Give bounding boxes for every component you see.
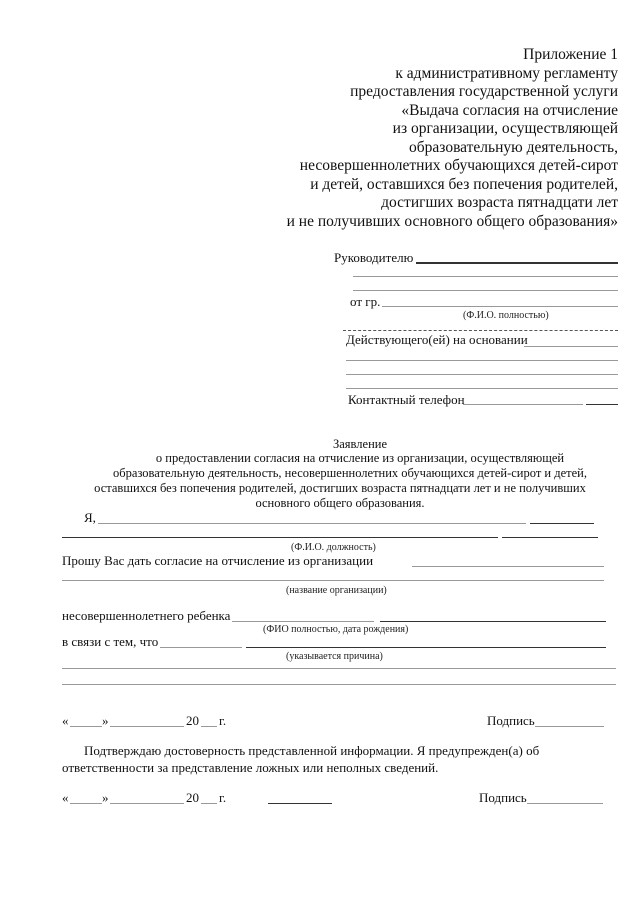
signature-field[interactable]: [535, 726, 604, 727]
date-year-field[interactable]: [201, 726, 217, 727]
reason-caption: (указывается причина): [286, 651, 383, 662]
statement-body-line: о предоставлении согласия на отчисление из организации, осуществляющей: [155, 451, 565, 465]
phone-label: Контактный телефон: [348, 392, 465, 407]
applicant-extra-field[interactable]: [530, 523, 594, 524]
header-line: достигших возраста пятнадцати лет: [381, 194, 618, 211]
date-quote-close: »: [102, 713, 109, 728]
header-line: «Выдача согласия на отчисление: [401, 101, 618, 119]
reason-field-3[interactable]: [62, 668, 616, 669]
confirmation-line: Подтверждаю достоверность представленной информации. Я предупрежден(а) об: [84, 743, 540, 758]
statement-title: Заявление: [332, 437, 387, 451]
org-caption: (название организации): [286, 585, 387, 596]
date2-month-field[interactable]: [110, 803, 184, 804]
reason-label: в связи с тем, что: [62, 634, 159, 649]
basis-field[interactable]: [524, 346, 618, 347]
applicant-position-field[interactable]: [62, 537, 498, 538]
statement-body-line: основного общего образования.: [255, 496, 425, 510]
header-line: несовершеннолетних обучающихся детей-сирот: [299, 157, 618, 174]
basis-label: Действующего(ей) на основании: [346, 332, 528, 347]
reason-field-4[interactable]: [62, 684, 616, 685]
signature2-field[interactable]: [527, 803, 603, 804]
header-line: и детей, оставшихся без попечения родителей,: [310, 175, 618, 193]
date2-extra-field[interactable]: [268, 803, 332, 804]
header-line: предоставления государственной услуги: [350, 83, 618, 100]
head-name-field-2[interactable]: [353, 276, 618, 277]
header-line: Приложение 1: [523, 46, 618, 63]
request-label: Прошу Вас дать согласие на отчисление из организации: [62, 553, 374, 568]
date-year-suffix: г.: [219, 713, 227, 728]
head-name-field-3[interactable]: [353, 290, 618, 291]
date-day-field[interactable]: [70, 726, 102, 727]
header-line: к административному регламенту: [395, 64, 618, 82]
date2-year-suffix: г.: [219, 790, 227, 805]
basis-field-3[interactable]: [346, 374, 618, 375]
date2-day-field[interactable]: [70, 803, 102, 804]
applicant-position-field-2[interactable]: [502, 537, 598, 538]
minor-fio-field-2[interactable]: [380, 621, 606, 622]
header-line: и не получивших основного общего образования»: [286, 212, 618, 230]
phone-field-extra[interactable]: [586, 404, 618, 405]
header-line: образовательную деятельность,: [409, 138, 618, 156]
date2-quote-close: »: [102, 790, 109, 805]
date2-year-prefix: 20: [186, 790, 199, 805]
fio-caption: (Ф.И.О. полностью): [463, 310, 549, 321]
confirmation-line: ответственности за представление ложных или неполных сведений.: [62, 760, 439, 775]
phone-field[interactable]: [463, 404, 583, 405]
organization-field-2[interactable]: [62, 580, 604, 581]
organization-field[interactable]: [412, 566, 604, 567]
signature-label: Подпись: [487, 713, 535, 728]
signature2-label: Подпись: [479, 790, 527, 805]
reason-field-2[interactable]: [246, 647, 606, 648]
head-name-field[interactable]: [416, 262, 618, 264]
date2-quote-open: «: [62, 790, 69, 805]
from-label: от гр.: [350, 294, 381, 309]
date-quote-open: «: [62, 713, 69, 728]
date2-year-field[interactable]: [201, 803, 217, 804]
minor-label: несовершеннолетнего ребенка: [62, 608, 231, 623]
basis-field-4[interactable]: [346, 388, 618, 389]
i-label: Я,: [84, 510, 96, 525]
date-year-prefix: 20: [186, 713, 199, 728]
header-line: из организации, осуществляющей: [392, 120, 618, 137]
minor-caption: (ФИО полностью, дата рождения): [263, 624, 409, 635]
statement-body-line: образовательную деятельность, несовершеннолетних обучающихся детей-сирот и детей,: [113, 466, 587, 480]
reason-field[interactable]: [160, 647, 242, 648]
fio-position-caption: (Ф.И.О. должность): [291, 542, 376, 553]
statement-body-line: оставшихся без попечения родителей, достигших возраста пятнадцати лет и не получивших: [94, 481, 586, 495]
from-fio-field[interactable]: [382, 306, 618, 307]
date-month-field[interactable]: [110, 726, 184, 727]
basis-field-2[interactable]: [346, 360, 618, 361]
head-label: Руководителю: [334, 250, 414, 265]
fio-continuation-field[interactable]: [343, 330, 618, 331]
applicant-fio-field[interactable]: [98, 523, 526, 524]
appendix-header: [287, 46, 618, 231]
minor-fio-field[interactable]: [232, 621, 374, 622]
